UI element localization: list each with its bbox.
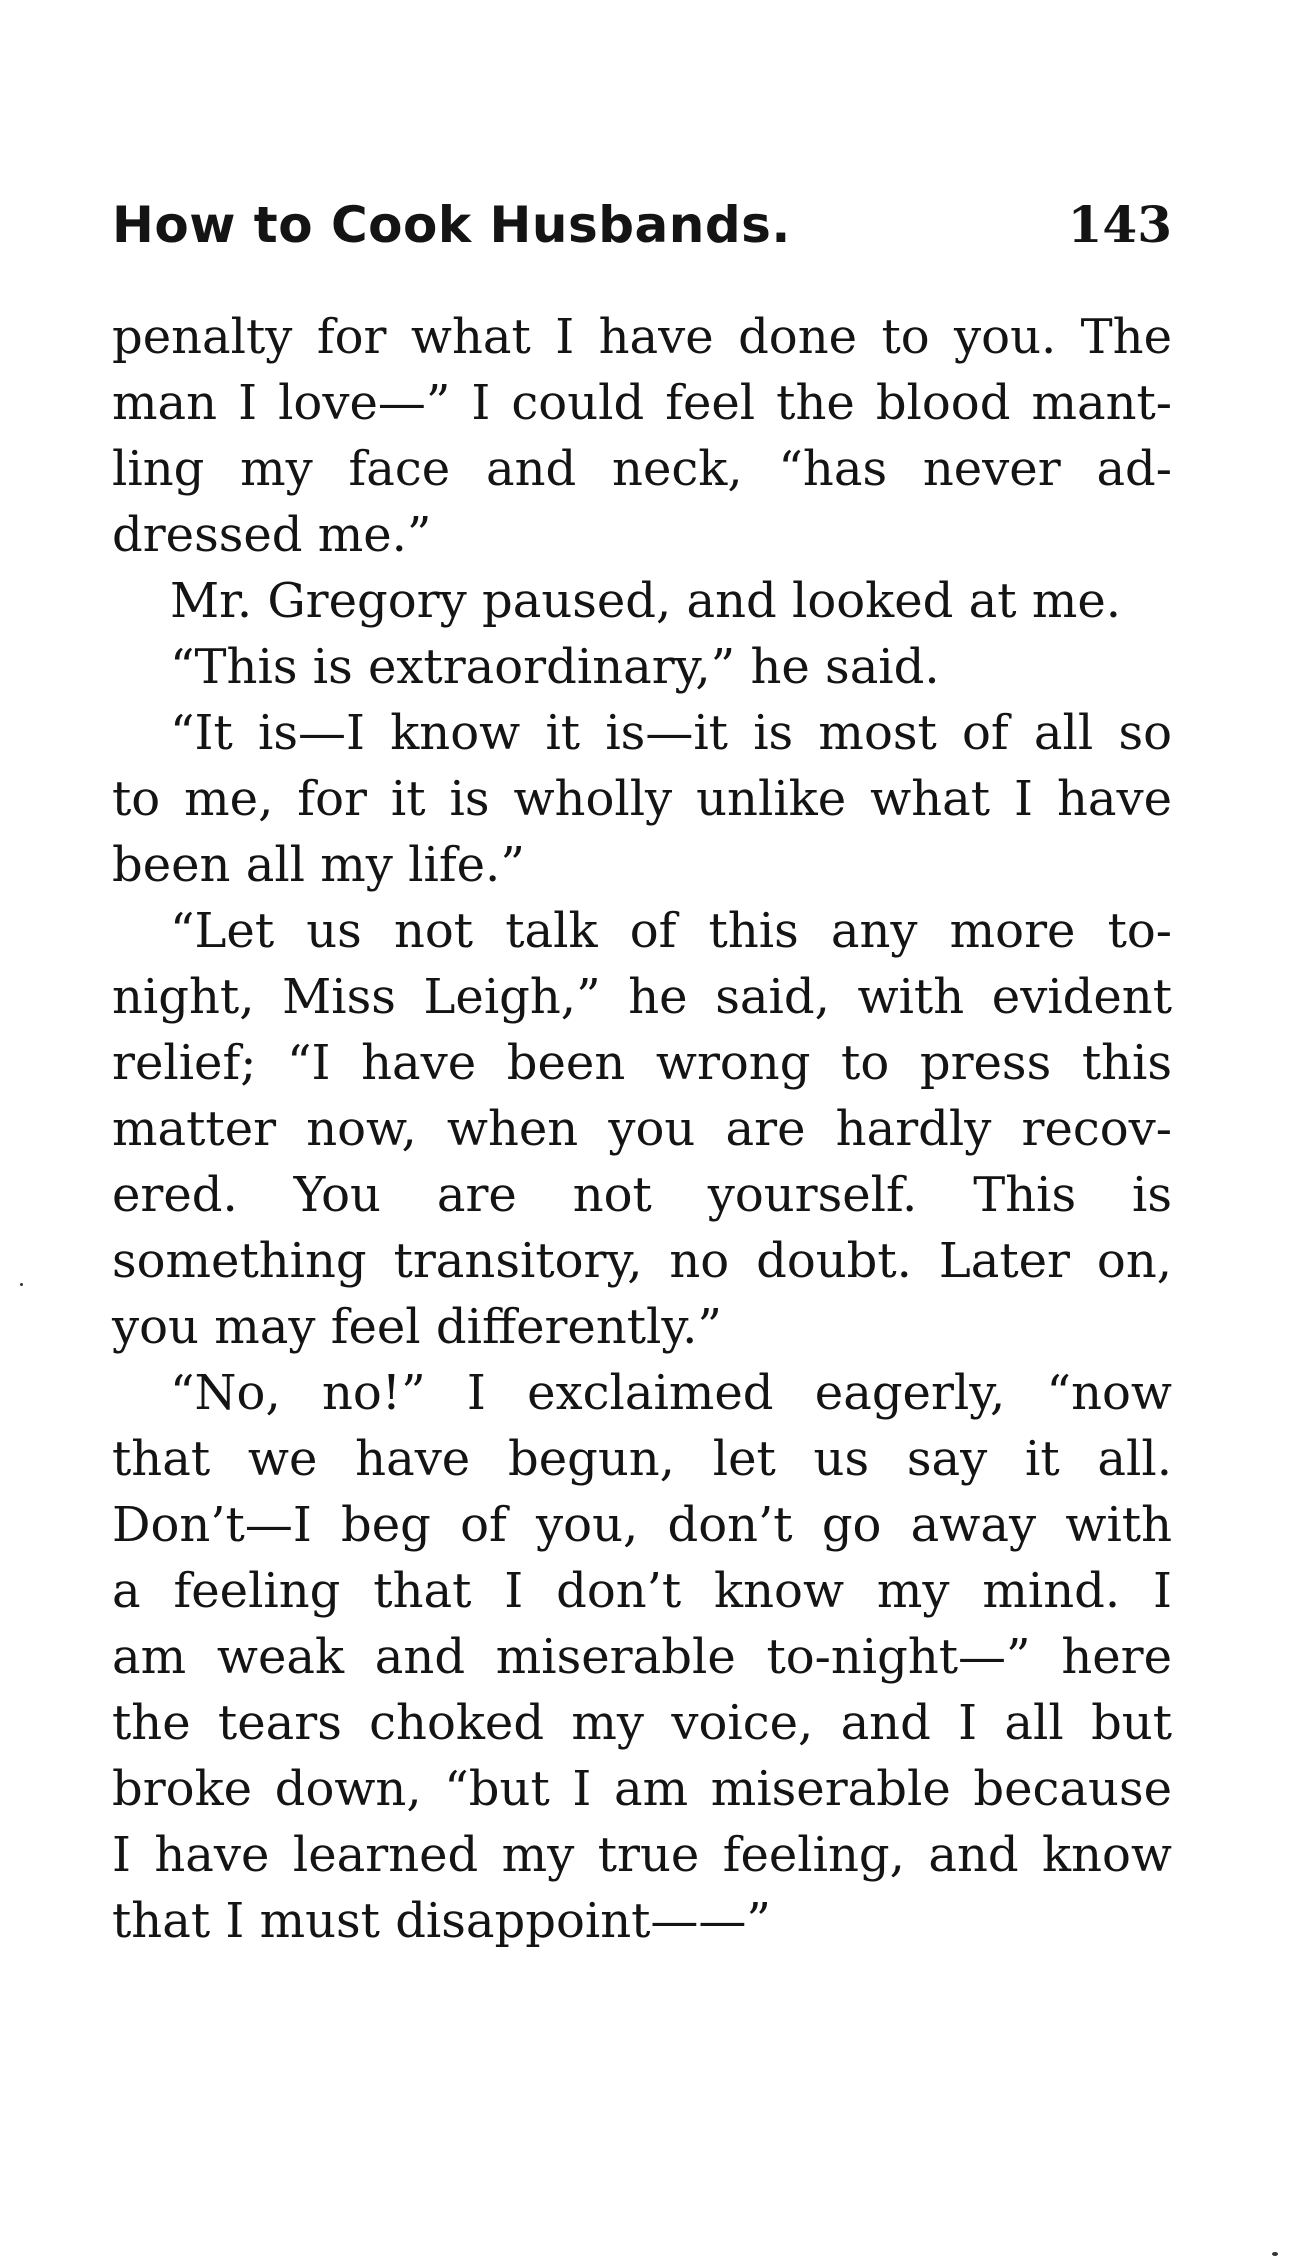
page-number: 143	[1067, 195, 1172, 254]
text-line: “It is—I know it is—it is most of all so	[170, 705, 1172, 761]
text-line: a feeling that I don’t know my mind. I	[112, 1563, 1172, 1619]
text-line: that I must disappoint——”	[112, 1893, 771, 1949]
text-line: man I love—” I could feel the blood mant-	[112, 375, 1172, 431]
text-line: something transitory, no doubt. Later on,	[112, 1233, 1172, 1289]
text-line: am weak and miserable to-night—” here	[112, 1629, 1172, 1685]
text-line: Mr. Gregory paused, and looked at me.	[170, 573, 1121, 629]
text-line: I have learned my true feeling, and know	[112, 1827, 1172, 1883]
text-line: the tears choked my voice, and I all but	[112, 1695, 1172, 1751]
text-line: night, Miss Leigh,” he said, with evident	[112, 969, 1172, 1025]
text-line: relief; “I have been wrong to press this	[112, 1035, 1172, 1091]
text-line: “No, no!” I exclaimed eagerly, “now	[170, 1365, 1172, 1421]
text-line: matter now, when you are hardly recov-	[112, 1101, 1172, 1157]
text-line: penalty for what I have done to you. The	[112, 309, 1172, 365]
text-line: “Let us not talk of this any more to-	[170, 903, 1172, 959]
text-line: that we have begun, let us say it all.	[112, 1431, 1172, 1487]
text-line: ered. You are not yourself. This is	[112, 1167, 1172, 1223]
text-line: to me, for it is wholly unlike what I have	[112, 771, 1172, 827]
text-line: “This is extraordinary,” he said.	[170, 639, 940, 695]
text-line: broke down, “but I am miserable because	[112, 1761, 1172, 1817]
body-text	[112, 304, 1172, 1954]
scan-speck	[1272, 2252, 1278, 2256]
running-head	[112, 190, 1172, 260]
scan-speck	[20, 1283, 23, 1286]
text-line: dressed me.”	[112, 507, 432, 563]
text-line: you may feel differently.”	[112, 1299, 722, 1355]
text-line: ling my face and neck, “has never ad-	[112, 441, 1172, 497]
running-title: How to Cook Husbands.	[112, 196, 791, 254]
text-line: been all my life.”	[112, 837, 525, 893]
text-line: Don’t—I beg of you, don’t go away with	[112, 1497, 1172, 1553]
